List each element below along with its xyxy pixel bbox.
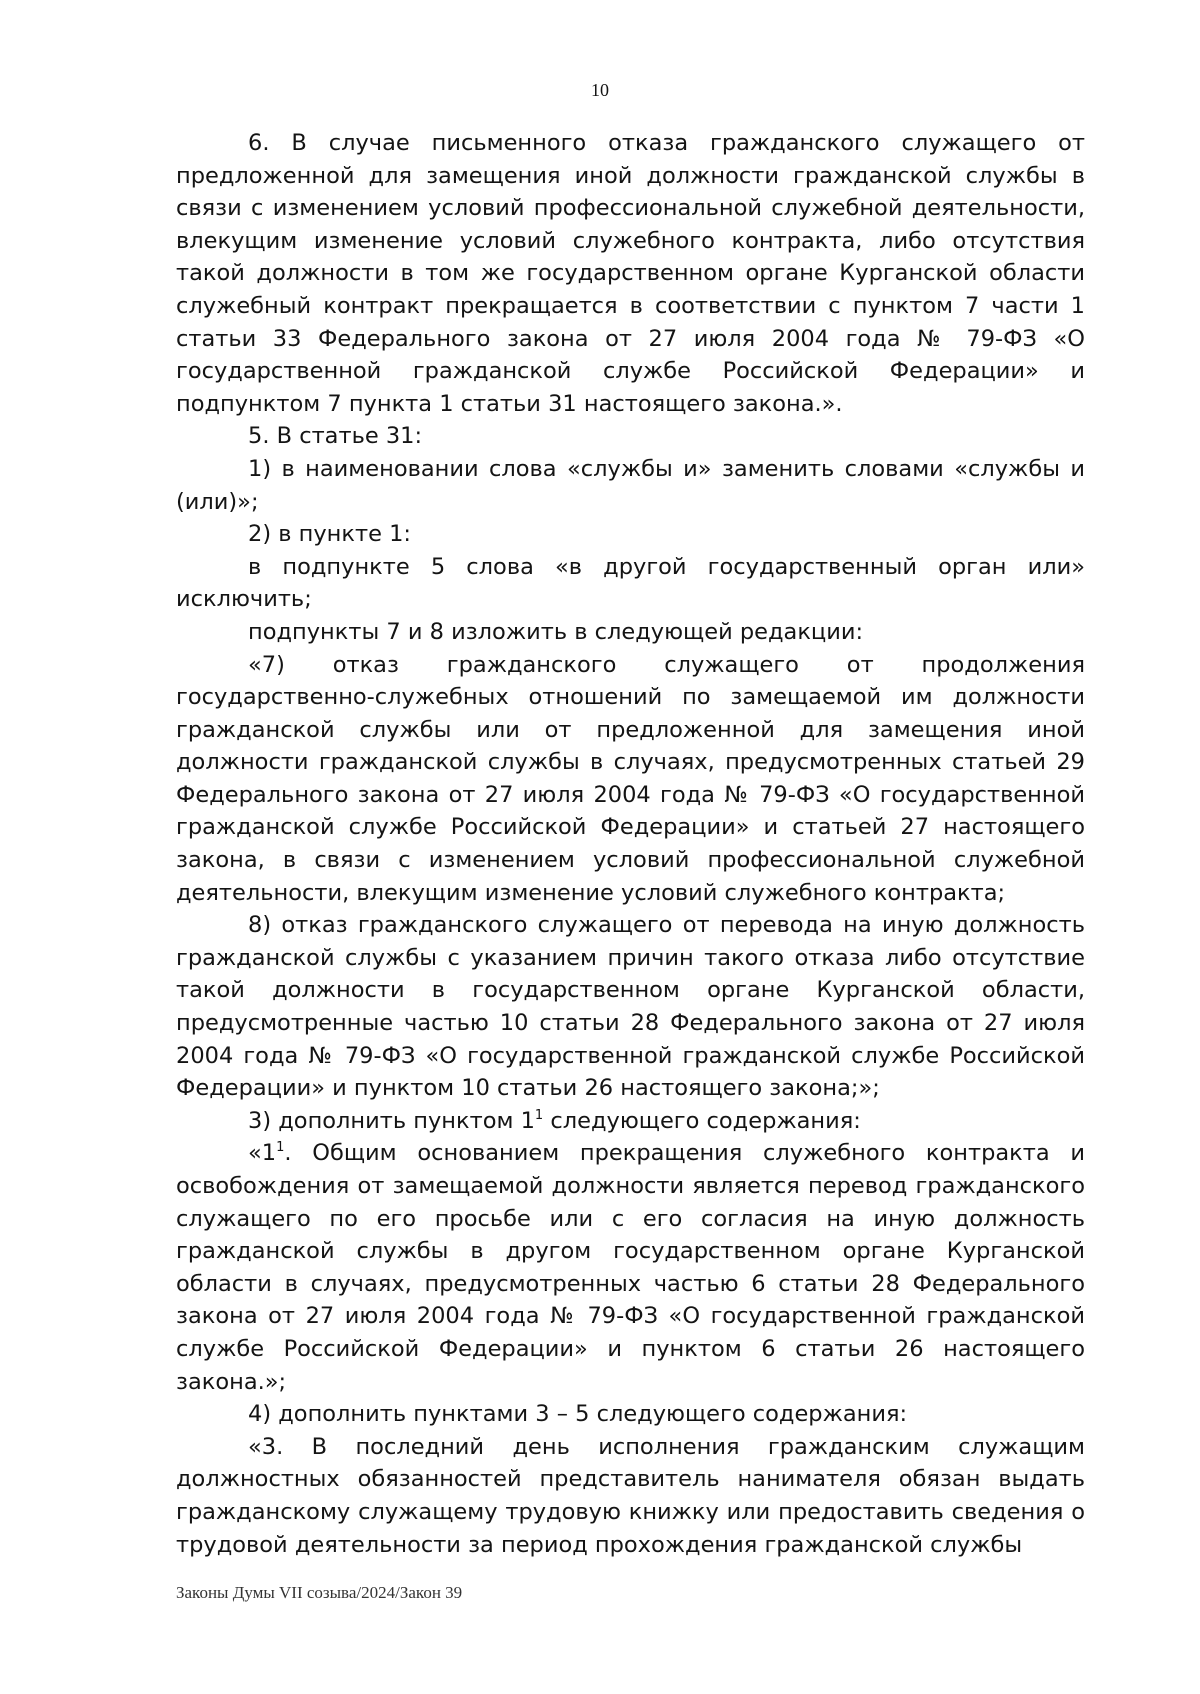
paragraph-item-3 — [176, 1105, 1085, 1138]
paragraph-subitem-8-text: 8) отказ гражданского служащего от перевода на иную должность гражданской службы с указанием причин такого отказа либо отсутствие такой должности в государственном органе Курганской области, предусмотренные частью 10 статьи 28 Федерального закона от 27 июля 2004 года № 79-ФЗ «О государственной гражданской службе Российской Федерации» и пунктом 10 статьи 26 настоящего закона;»; — [176, 912, 1085, 1102]
item-3-text-after: следующего содержания: — [543, 1107, 861, 1134]
point-1-1-text-after: . Общим основанием прекращения служебного контракта и освобождения от замещаемой должности является перевод гражданского служащего по его просьбе или с его согласия на иную должность гражданской службы в другом государственном органе Курганской области в случаях, предусмотренных частью 6 статьи 28 Федерального закона от 27 июля 2004 года № 79-ФЗ «О государственной гражданской службе Российской Федерации» и пунктом 6 статьи 26 настоящего закона.»; — [176, 1140, 1085, 1395]
paragraph-item-2: 2) в пункте 1: — [248, 521, 411, 548]
point-1-1-superscript: 1 — [276, 1140, 285, 1156]
paragraph-article-31: 5. В статье 31: — [248, 423, 423, 450]
paragraph-subitem-7-text: «7) отказ гражданского служащего от продолжения государственно-служебных отношений по замещаемой им должности гражданской службы или от предложенной для замещения иной должности гражданской службы в случаях, предусмотренных статьей 29 Федерального закона от 27 июля 2004 года № 79-ФЗ «О государственной гражданской службе Российской Федерации» и статьей 27 настоящего закона, в связи с изменением условий профессиональной служебной деятельности, влекущим изменение условий служебного контракта; — [176, 651, 1085, 906]
paragraph-subitems-7-8: подпункты 7 и 8 изложить в следующей редакции: — [248, 618, 864, 645]
point-1-1-text-before: «1 — [248, 1140, 277, 1167]
paragraph-point-1-1-text — [176, 1137, 1085, 1398]
document-footer: Законы Думы VII созыва/2024/Закон 39 — [176, 1583, 463, 1602]
page-number: 10 — [591, 80, 609, 100]
document-body — [176, 127, 1085, 1561]
item-3-superscript: 1 — [534, 1107, 544, 1123]
paragraph-item-1: 1) в наименовании слова «службы и» заменить словами «службы и (или)»; — [176, 455, 1085, 515]
paragraph-point-3-text: «3. В последний день исполнения гражданским служащим должностных обязанностей представитель нанимателя обязан выдать гражданскому служащему трудовую книжку или предоставить сведения о трудовой деятельности за период прохождения гражданской службы — [176, 1433, 1085, 1558]
paragraph-subitem-5: в подпункте 5 слова «в другой государственный орган или» исключить; — [176, 553, 1085, 613]
item-3-text-before: 3) дополнить пунктом 1 — [248, 1107, 535, 1134]
paragraph-item-4: 4) дополнить пунктами 3 – 5 следующего содержания: — [248, 1401, 908, 1428]
paragraph-6-article-clause: 6. В случае письменного отказа гражданского служащего от предложенной для замещения иной должности гражданской службы в связи с изменением условий профессиональной служебной деятельности, влекущим изменение условий служебного контракта, либо отсутствия такой должности в том же государственном органе Курганской области служебный контракт прекращается в соответствии с пунктом 7 части 1 статьи 33 Федерального закона от 27 июля 2004 года № 79-ФЗ «О государственной гражданской службе Российской Федерации» и подпунктом 7 пункта 1 статьи 31 настоящего закона.». — [176, 130, 1085, 417]
